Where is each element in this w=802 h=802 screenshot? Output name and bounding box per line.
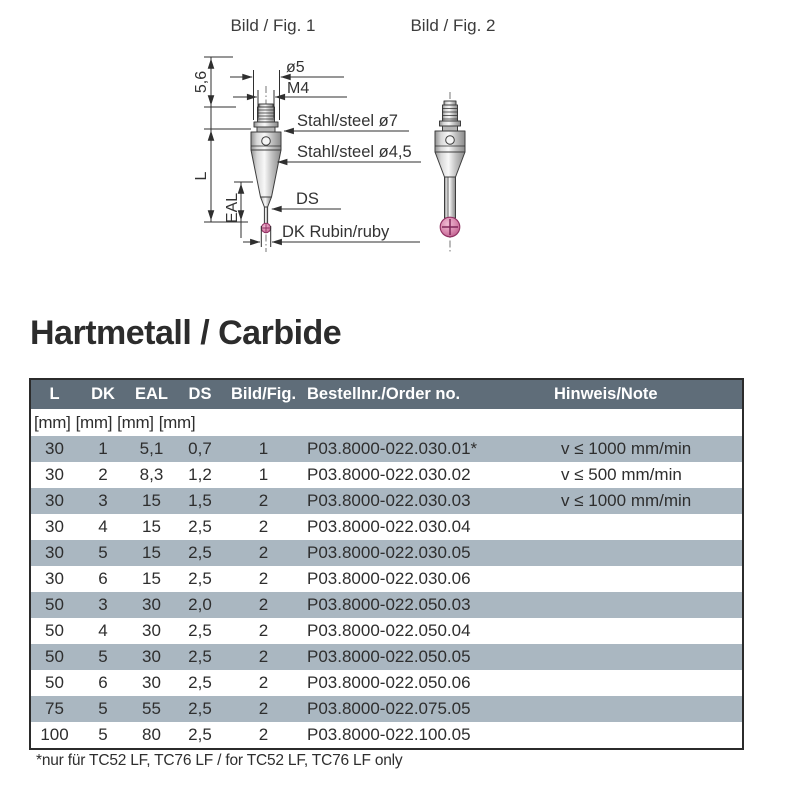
figure-1-caption: Bild / Fig. 1: [230, 16, 316, 35]
cell-order: P03.8000-022.050.05: [307, 647, 471, 666]
cell-fig: 2: [258, 699, 269, 718]
cell-note: [550, 540, 742, 566]
dim-label-DS: DS: [296, 190, 319, 208]
table-row: [31, 566, 742, 592]
cell-order: P03.8000-022.075.05: [307, 699, 471, 718]
dim-label-EAL: EAL: [224, 192, 241, 224]
cell-ds: 1,2: [188, 465, 212, 484]
cell-l: 30: [45, 543, 64, 562]
cell-order: P03.8000-022.030.03: [307, 491, 471, 510]
unit-mm: [mm]: [75, 412, 113, 432]
table-body: [31, 436, 742, 748]
cell-dk: 2: [98, 465, 108, 484]
col-header-DK: DK: [91, 385, 115, 403]
cell-note: [550, 566, 742, 592]
cell-eal: 15: [142, 569, 161, 588]
cell-ds: 1,5: [188, 491, 212, 510]
cell-fig: 2: [258, 621, 269, 640]
unit-mm: [mm]: [117, 412, 154, 432]
col-header-L: L: [49, 385, 60, 403]
cell-l: 30: [45, 491, 64, 510]
cell-fig: 2: [258, 595, 269, 614]
cell-l: 100: [40, 725, 69, 744]
cell-order: P03.8000-022.030.06: [307, 569, 471, 588]
col-header-order-no: Bestellnr./Order no.: [307, 385, 461, 403]
cell-eal: 15: [142, 543, 161, 562]
cell-note: [550, 514, 742, 540]
cell-l: 30: [45, 465, 64, 484]
col-header-EAL: EAL: [135, 385, 168, 403]
col-header-note: Hinweis/Note: [554, 385, 658, 403]
cell-eal: 15: [142, 491, 161, 510]
dim-label-m4: M4: [287, 80, 310, 97]
cell-ds: 2,5: [188, 543, 212, 562]
dim-label-d5: ø5: [286, 59, 305, 76]
figure-1-stylus: [251, 86, 281, 252]
cell-eal: 80: [142, 725, 161, 744]
mount-hole: [446, 136, 455, 145]
cell-order: P03.8000-022.030.04: [307, 517, 471, 536]
cell-ds: 2,5: [188, 621, 212, 640]
cell-dk: 6: [98, 673, 108, 692]
table-row: [31, 592, 742, 618]
cell-ds: 0,7: [188, 439, 212, 458]
cell-ds: 2,5: [188, 647, 212, 666]
col-header-fig: Bild/Fig.: [230, 385, 297, 403]
cell-eal: 30: [142, 673, 161, 692]
cell-note: [550, 670, 742, 696]
cell-ds: 2,5: [188, 517, 212, 536]
table-row: [31, 722, 742, 748]
table-row: [31, 540, 742, 566]
cell-fig: 2: [258, 569, 269, 588]
cell-dk: 5: [98, 647, 108, 666]
cell-dk: 1: [98, 439, 108, 458]
label-steel-7: Stahl/steel ø7: [297, 112, 398, 130]
cell-order: P03.8000-022.050.03: [307, 595, 471, 614]
cell-dk: 5: [98, 543, 108, 562]
cell-fig: 2: [258, 543, 269, 562]
cell-order: P03.8000-022.030.01*: [307, 439, 478, 458]
cell-l: 30: [45, 517, 64, 536]
cell-order: P03.8000-022.050.06: [307, 673, 471, 692]
dim-label-5-6: 5,6: [193, 70, 210, 94]
mount-hole: [262, 137, 271, 146]
table-row: [31, 514, 742, 540]
table-row: [31, 670, 742, 696]
cell-note: [550, 618, 742, 644]
table-row: [31, 436, 742, 462]
cell-l: 50: [45, 673, 64, 692]
cell-l: 50: [45, 621, 64, 640]
cell-fig: 2: [258, 517, 269, 536]
cell-note: [550, 696, 742, 722]
cell-fig: 2: [258, 491, 269, 510]
dim-label-DK: DK Rubin/ruby: [282, 223, 390, 241]
cell-ds: 2,5: [188, 699, 212, 718]
cell-l: 75: [45, 699, 64, 718]
cell-dk: 5: [98, 699, 108, 718]
cell-dk: 4: [98, 621, 108, 640]
section-title: Hartmetall / Carbide: [30, 314, 342, 352]
cell-ds: 2,5: [188, 569, 212, 588]
cell-eal: 30: [142, 621, 161, 640]
cell-note: v ≤ 1000 mm/min: [561, 491, 692, 510]
cell-ds: 2,5: [188, 673, 212, 692]
cell-eal: 30: [142, 647, 161, 666]
cell-ds: 2,5: [188, 725, 212, 744]
cell-l: 50: [45, 595, 64, 614]
unit-mm: [mm]: [34, 412, 71, 432]
figure-1-dimensions: [193, 57, 421, 247]
table-row: [31, 696, 742, 722]
cell-dk: 5: [98, 725, 108, 744]
col-header-DS: DS: [188, 385, 212, 403]
unit-mm: [mm]: [158, 412, 196, 432]
cell-ds: 2,0: [188, 595, 212, 614]
figure-2-caption: Bild / Fig. 2: [410, 16, 496, 35]
figure-2-stylus: [435, 92, 465, 253]
cell-eal: 5,1: [139, 439, 164, 458]
units-row: [31, 409, 742, 436]
cell-dk: 3: [98, 595, 108, 614]
cell-note: [550, 592, 742, 618]
table-row: [31, 618, 742, 644]
cell-fig: 2: [258, 673, 269, 692]
cell-l: 30: [45, 569, 64, 588]
cell-fig: 1: [258, 465, 269, 484]
table-row: [31, 488, 742, 514]
cell-l: 50: [45, 647, 64, 666]
cell-order: P03.8000-022.100.05: [307, 725, 471, 744]
cell-order: P03.8000-022.050.04: [307, 621, 471, 640]
footnote: *nur für TC52 LF, TC76 LF / for TC52 LF, TC76 LF only: [36, 752, 403, 769]
table-header-row: [31, 380, 742, 409]
cell-l: 30: [45, 439, 64, 458]
cell-note: [550, 722, 742, 748]
cell-order: P03.8000-022.030.02: [307, 465, 471, 484]
cell-note: [550, 644, 742, 670]
label-steel-45: Stahl/steel ø4,5: [297, 143, 412, 161]
cell-fig: 2: [258, 725, 269, 744]
cell-note: v ≤ 1000 mm/min: [561, 439, 692, 458]
product-table: [29, 378, 744, 750]
cell-eal: 55: [142, 699, 161, 718]
cell-eal: 8,3: [139, 465, 164, 484]
dim-label-L: L: [193, 171, 210, 181]
cell-dk: 6: [98, 569, 108, 588]
cell-dk: 4: [98, 517, 108, 536]
stylus-technical-drawing: [0, 0, 802, 300]
table-row: [31, 644, 742, 670]
cell-eal: 30: [142, 595, 161, 614]
cell-fig: 2: [258, 647, 269, 666]
cell-dk: 3: [98, 491, 108, 510]
cell-order: P03.8000-022.030.05: [307, 543, 471, 562]
cell-fig: 1: [258, 439, 269, 458]
cell-note: v ≤ 500 mm/min: [561, 465, 682, 484]
table-row: [31, 462, 742, 488]
cell-eal: 15: [142, 517, 161, 536]
